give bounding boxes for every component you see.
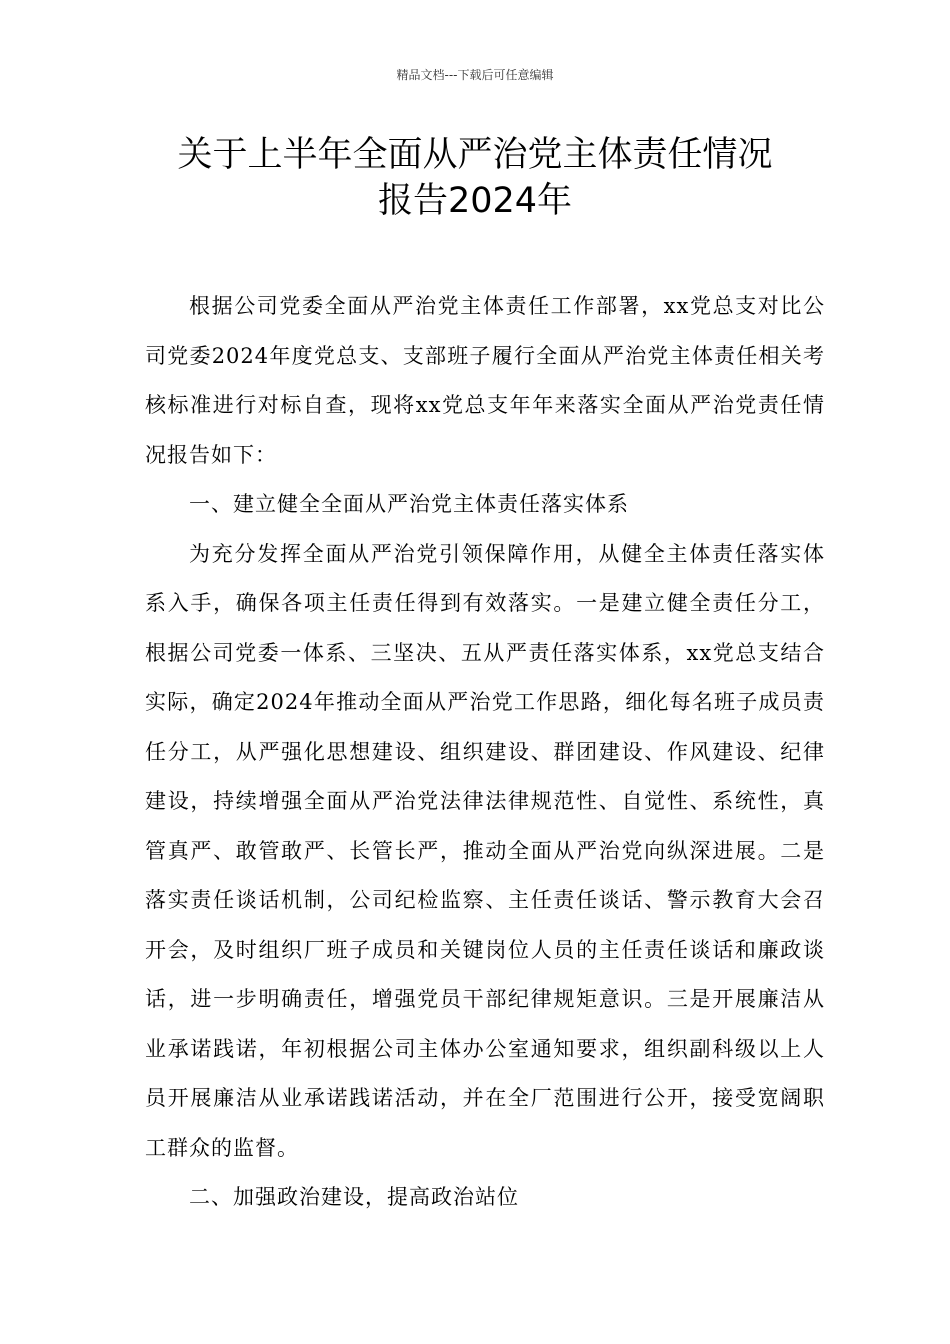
intro-paragraph: 根据公司党委全面从严治党主体责任工作部署，xx党总支对比公司党委2024年度党总支、支部班子履行全面从严治党主体责任相关考核标准进行对标自查，现将xx党总支年年来落实全面从严治党责任情况报告如下： xyxy=(145,294,825,467)
section-heading-1: 一、建立健全全面从严治党主体责任落实体系 xyxy=(189,492,629,516)
document-title xyxy=(100,132,850,224)
title-line-1: 关于上半年全面从严治党主体责任情况 xyxy=(177,135,773,175)
header-note: 精品文档---下载后可任意编辑 xyxy=(396,68,554,82)
section-heading-2: 二、加强政治建设，提高政治站位 xyxy=(189,1185,519,1209)
document-body xyxy=(145,282,825,1223)
section-1-paragraph: 为充分发挥全面从严治党引领保障作用，从健全主体责任落实体系入手，确保各项主任责任得到有效落实。一是建立健全责任分工，根据公司党委一体系、三坚决、五从严责任落实体系，xx党总支结合实际，确定2024年推动全面从严治党工作思路，细化每名班子成员责任分工，从严强化思想建设、组织建设、群团建设、作风建设、纪律建设，持续增强全面从严治党法律法律规范性、自觉性、系统性，真管真严、敢管敢严、长管长严，推动全面从严治党向纵深进展。二是落实责任谈话机制，公司纪检监察、主任责任谈话、警示教育大会召开会，及时组织厂班子成员和关键岗位人员的主任责任谈话和廉政谈话，进一步明确责任，增强党员干部纪律规矩意识。三是开展廉洁从业承诺践诺，年初根据公司主体办公室通知要求，组织副科级以上人员开展廉洁从业承诺践诺活动，并在全厂范围进行公开，接受宽阔职工群众的监督。 xyxy=(145,541,825,1160)
title-line-2: 报告2024年 xyxy=(377,181,573,221)
